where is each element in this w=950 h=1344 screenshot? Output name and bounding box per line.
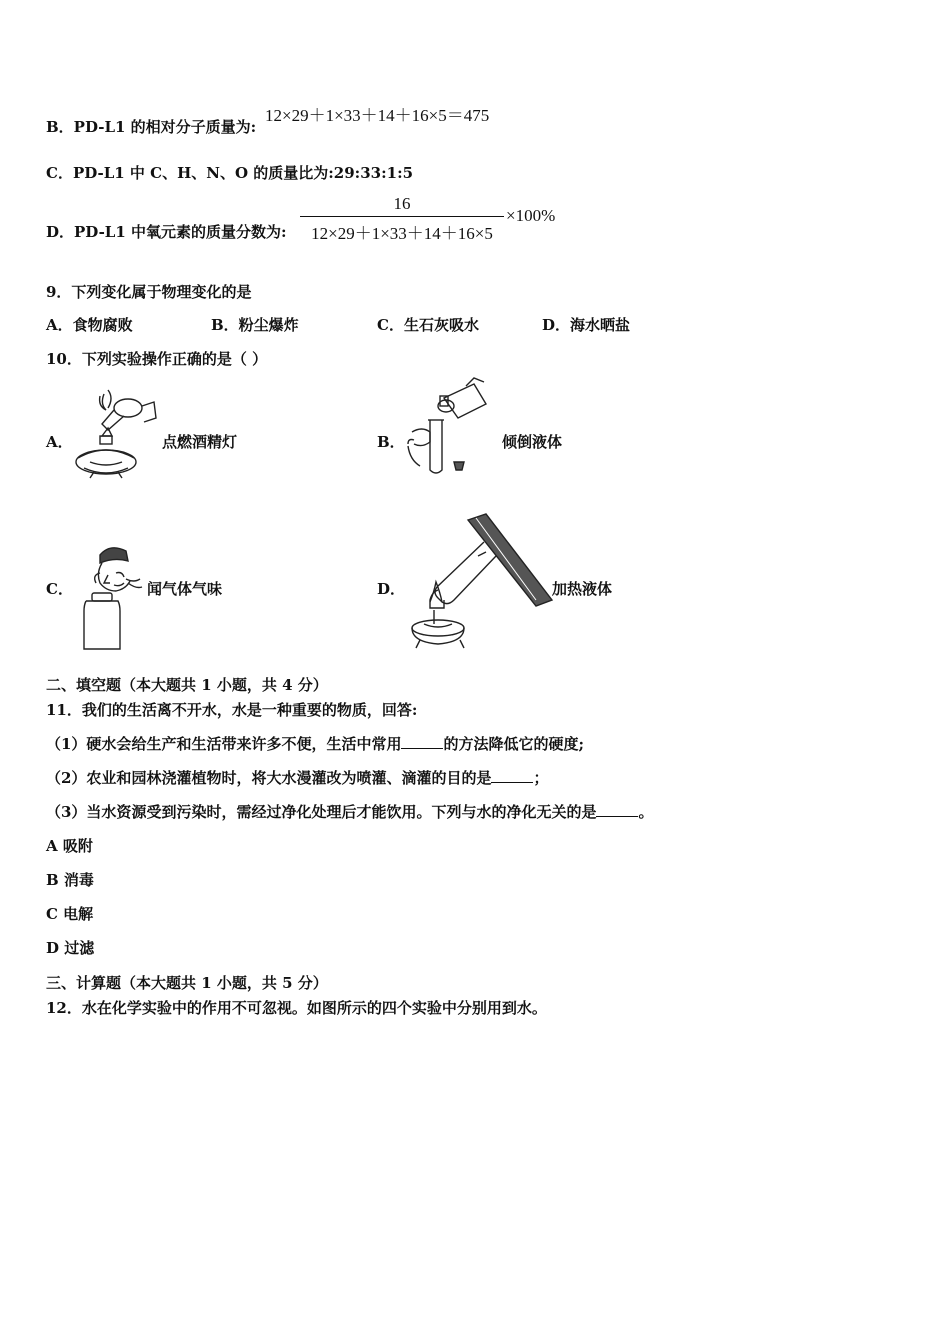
q11-choice-a: A 吸附 (46, 837, 93, 855)
q9-option-a: A．食物腐败 (46, 316, 133, 334)
heating-liquid-figure (406, 512, 556, 652)
q11-part-1-before: （1）硬水会给生产和生活带来许多不便，生活中常用 (46, 735, 402, 753)
pouring-liquid-figure (404, 376, 494, 476)
section-2-title: 二、填空题（本大题共 1 小题，共 4 分） (46, 676, 328, 694)
q10-option-b-text: 倾倒液体 (502, 433, 563, 451)
q10-option-b-letter: B． (377, 433, 405, 451)
q10-stem: 10．下列实验操作正确的是（ ） (46, 350, 268, 368)
q8-option-c: C．PD-L1 中 C、H、N、O 的质量比为:29:33:1:5 (46, 164, 414, 182)
q11-part-1-blank (401, 748, 443, 749)
smelling-gas-figure (80, 543, 146, 653)
q11-choice-b: B 消毒 (46, 871, 94, 889)
q10-option-a-text: 点燃酒精灯 (162, 433, 238, 451)
fraction-numerator: 16 (393, 194, 411, 213)
q11-part-1 (46, 733, 584, 754)
q8-option-d-fraction (300, 194, 504, 244)
alcohol-lamp-lighting-figure (70, 388, 160, 480)
q11-part-3-blank (596, 816, 638, 817)
q10-option-c-text: 闻气体气味 (147, 580, 223, 598)
q11-part-3-after: 。 (638, 803, 654, 821)
q8-option-b-formula: 12×29＋1×33＋14＋16×5＝475 (265, 106, 490, 125)
q11-part-1-after: 的方法降低它的硬度; (443, 735, 584, 753)
q8-option-d-label: D．PD-L1 中氧元素的质量分数为: (46, 223, 287, 241)
q11-part-2-after: ； (533, 769, 549, 787)
section-3-title: 三、计算题（本大题共 1 小题，共 5 分） (46, 974, 328, 992)
q11-part-3 (46, 801, 653, 822)
q9-option-d: D．海水晒盐 (542, 316, 631, 334)
q10-option-d-letter: D． (377, 580, 406, 598)
q9-option-c: C．生石灰吸水 (377, 316, 479, 334)
q10-option-a-letter: A． (46, 433, 73, 451)
q11-part-3-before: （3）当水资源受到污染时，需经过净化处理后才能饮用。下列与水的净化无关的是 (46, 803, 597, 821)
q9-stem: 9．下列变化属于物理变化的是 (46, 283, 252, 301)
q10-option-d-text: 加热液体 (552, 580, 613, 598)
fraction-denominator: 12×29＋1×33＋14＋16×5 (311, 224, 493, 243)
q8-option-b-label: B．PD-L1 的相对分子质量为: (46, 118, 257, 136)
q12-stem: 12．水在化学实验中的作用不可忽视。如图所示的四个实验中分别用到水。 (46, 999, 547, 1017)
q9-option-b: B．粉尘爆炸 (211, 316, 299, 334)
q11-stem: 11．我们的生活离不开水，水是一种重要的物质，回答: (46, 701, 418, 719)
q10-option-c-letter: C． (46, 580, 73, 598)
q11-part-2-blank (491, 782, 533, 783)
q11-part-2-before: （2）农业和园林浇灌植物时，将大水漫灌改为喷灌、滴灌的目的是 (46, 769, 492, 787)
q8-option-d-suffix: ×100% (506, 206, 556, 225)
q11-part-2 (46, 767, 548, 788)
q11-choice-d: D 过滤 (46, 939, 95, 957)
q11-choice-c: C 电解 (46, 905, 94, 923)
